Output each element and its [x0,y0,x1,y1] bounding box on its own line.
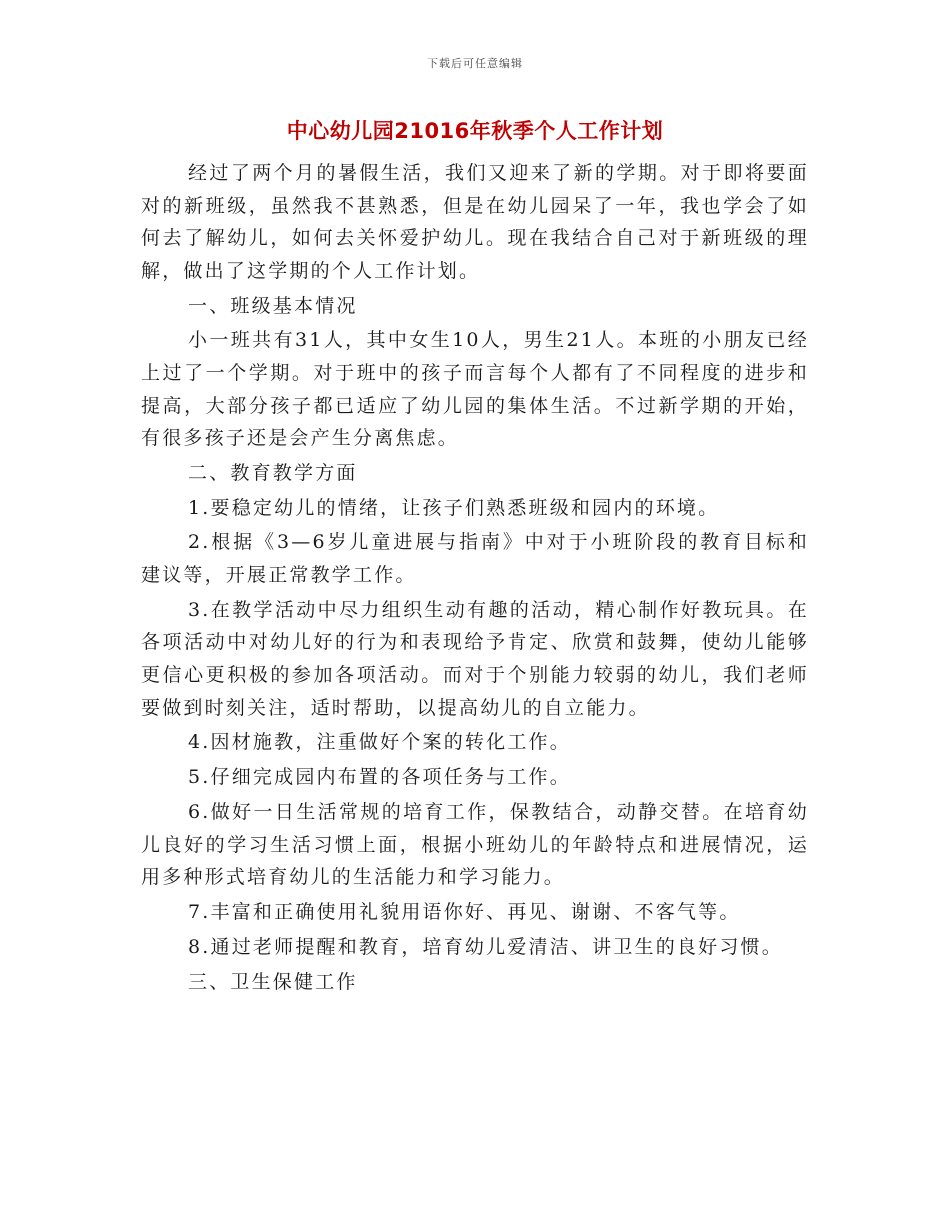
teaching-item-1: 1.要稳定幼儿的情绪，让孩子们熟悉班级和园内的环境。 [188,496,720,519]
class-info-paragraph: 小一班共有31人，其中女生10人，男生21人。本班的小朋友已经上过了一个学期。对于班中的孩子而言每个人都有了不同程度的进步和提高，大部分孩子都已适应了幼儿园的集体生活。不过新学期的开始，有很多孩子还是会产生分离焦虑。 [141,329,809,450]
teaching-item-5: 5.仔细完成园内布置的各项任务与工作。 [188,766,571,789]
header-note: 下载后可任意编辑 [427,57,523,70]
section-heading-class-info: 一、班级基本情况 [188,294,358,317]
teaching-item-4: 4.因材施教，注重做好个案的转化工作。 [188,731,571,754]
teaching-item-8: 8.通过老师提醒和教育，培育幼儿爱清洁、讲卫生的良好习惯。 [188,935,783,958]
document-title: 中心幼儿园21016年秋季个人工作计划 [286,119,664,143]
document-body [141,157,809,1000]
section-heading-health: 三、卫生保健工作 [188,970,358,993]
teaching-item-6: 6.做好一日生活常规的培育工作，保教结合，动静交替。在培育幼儿良好的学习生活习惯上面，根据小班幼儿的年龄特点和进展情况，运用多种形式培育幼儿的生活能力和学习能力。 [141,800,809,889]
teaching-item-3: 3.在教学活动中尽力组织生动有趣的活动，精心制作好教玩具。在各项活动中对幼儿好的行为和表现给予肯定、欣赏和鼓舞，使幼儿能够更信心更积极的参加各项活动。而对于个别能力较弱的幼儿，我们老师要做到时刻关注，适时帮助，以提高幼儿的自立能力。 [141,598,809,719]
intro-paragraph: 经过了两个月的暑假生活，我们又迎来了新的学期。对于即将要面对的新班级，虽然我不甚熟悉，但是在幼儿园呆了一年，我也学会了如何去了解幼儿，如何去关怀爱护幼儿。现在我结合自己对于新班级的理解，做出了这学期的个人工作计划。 [141,162,809,282]
teaching-item-7: 7.丰富和正确使用礼貌用语你好、再见、谢谢、不客气等。 [188,900,741,923]
teaching-item-2: 2.根据《3—6岁儿童进展与指南》中对于小班阶段的教育目标和建议等，开展正常教学工作。 [141,531,809,587]
section-heading-teaching: 二、教育教学方面 [188,461,358,484]
